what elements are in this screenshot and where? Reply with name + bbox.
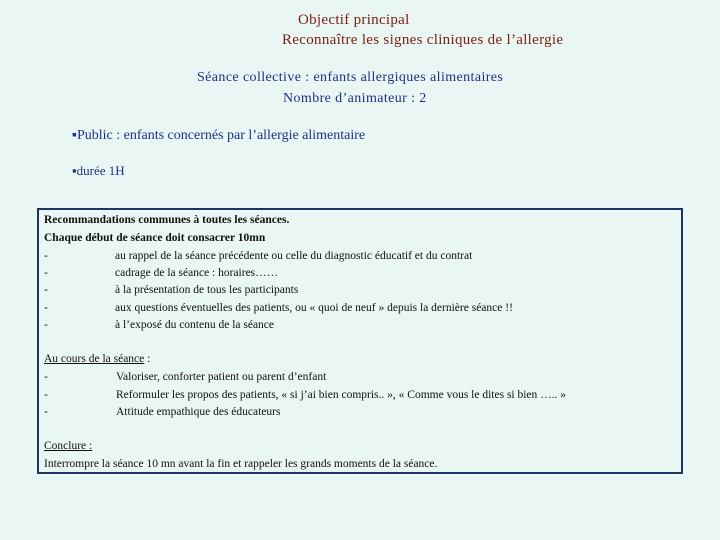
dash-marker: - [44,371,48,383]
session-type: Séance collective : enfants allergiques alimentaires [197,70,504,85]
objective-title: Objectif principal [298,12,410,28]
dash-marker: - [44,389,48,401]
dash-marker: - [44,267,48,279]
conclusion-text: Interrompre la séance 10 mn avant la fin et rappeler les grands moments de la séance. [44,458,438,470]
session-start-heading: Chaque début de séance doit consacrer 10mn [44,232,266,244]
list-item: à l’exposé du contenu de la séance [115,319,275,331]
audience-bullet: ▪Public : enfants concernés par l’allergie alimentaire [72,128,366,143]
list-item: Valoriser, conforter patient ou parent d’enfant [116,371,327,383]
recommendations-heading: Recommandations communes à toutes les séances. [44,214,290,226]
dash-marker: - [44,319,48,331]
list-item: cadrage de la séance : horaires…… [115,267,279,279]
during-session-heading-suffix: : [144,353,151,365]
conclusion-heading: Conclure : [44,440,93,452]
during-session-heading-text: Au cours de la séance [44,353,145,365]
dash-marker: - [44,302,48,314]
list-item: Attitude empathique des éducateurs [116,406,281,418]
objective-description: Reconnaître les signes cliniques de l’allergie [282,32,564,48]
list-item: à la présentation de tous les participants [115,284,299,296]
during-session-heading [44,353,150,365]
duration-bullet: ▪durée 1H [72,163,125,178]
list-item: au rappel de la séance précédente ou celle du diagnostic éducatif et du contrat [115,250,473,262]
dash-marker: - [44,406,48,418]
list-item: aux questions éventuelles des patients, ou « quoi de neuf » depuis la dernière séance !! [115,302,513,314]
dash-marker: - [44,250,48,262]
list-item: Reformuler les propos des patients, « si j’ai bien compris.. », « Comme vous le dites si bien ….. » [116,389,567,401]
dash-marker: - [44,284,48,296]
facilitator-count: Nombre d’animateur : 2 [283,91,427,106]
recommendations-box [37,208,683,474]
